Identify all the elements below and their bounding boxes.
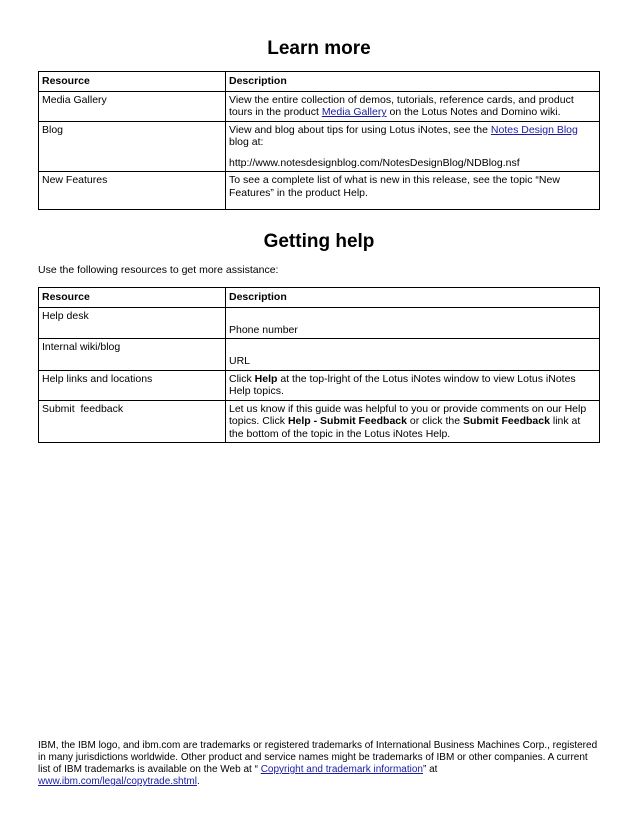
resource-cell: New Features [39, 172, 226, 210]
getting-help-intro: Use the following resources to get more assistance: [38, 264, 279, 276]
resource-header: Resource [39, 288, 226, 308]
description-text: Click [229, 372, 255, 385]
description-cell [226, 307, 600, 339]
resource-cell: Media Gallery [39, 91, 226, 121]
resource-cell: Help desk [39, 307, 226, 339]
description-text: blog at: [229, 136, 264, 148]
submit-feedback-label: Submit Feedback [463, 415, 550, 427]
getting-help-heading: Getting help [263, 231, 375, 252]
table-row [39, 307, 600, 339]
description-cell [226, 339, 600, 371]
resource-header: Resource [39, 72, 226, 92]
media-gallery-link[interactable]: Media Gallery [321, 106, 387, 118]
description-text: Let us know if this guide was helpful to you or provide comments on our Help topics. Click [229, 402, 587, 427]
description-cell [226, 91, 600, 121]
description-text: URL [229, 355, 251, 367]
footer-text: . [196, 776, 200, 787]
description-cell: To see a complete list of what is new in this release, see the topic “New Features” in the product Help. [226, 172, 600, 210]
trademark-footer [38, 740, 600, 788]
description-cell [226, 370, 600, 400]
table-header-row [39, 288, 600, 308]
footer-text: IBM, the IBM logo, and ibm.com are trademarks or registered trademarks of International Business Machines Corp., registered in many jurisdictions worldwide. Other product and service names might be trademarks of IBM or other companies. A current list of IBM trademarks is available on the Web at “ [38, 740, 598, 775]
resource-cell: Help links and locations [39, 370, 226, 400]
table-header-row [39, 72, 600, 92]
description-text: or click the [406, 415, 463, 427]
copytrade-link[interactable]: www.ibm.com/legal/copytrade.shtml [38, 776, 197, 787]
blog-url: http://www.notesdesignblog.com/NotesDesignBlog/NDBlog.nsf [229, 156, 520, 169]
table-row [39, 339, 600, 371]
description-header: Description [226, 72, 600, 92]
learn-more-table [38, 71, 600, 210]
resource-cell: Internal wiki/blog [39, 339, 226, 371]
description-text: at the top-lright of the Lotus iNotes window to view Lotus iNotes Help topics. [229, 372, 576, 397]
copyright-link[interactable]: Copyright and trademark information [260, 764, 423, 775]
footer-text: ” at [423, 764, 438, 775]
help-submit-feedback-label: Help - Submit Feedback [287, 415, 407, 427]
description-text: View the entire collection of demos, tutorials, reference cards, and product tours in the product [229, 93, 574, 118]
help-label: Help [254, 372, 278, 385]
table-row [39, 91, 600, 121]
resource-cell: Submit feedback [39, 400, 226, 443]
table-row [39, 121, 600, 172]
table-row [39, 172, 600, 210]
table-row [39, 370, 600, 400]
notes-design-blog-link[interactable]: Notes Design Blog [490, 123, 578, 136]
description-cell [226, 400, 600, 443]
getting-help-table [38, 287, 600, 443]
learn-more-heading: Learn more [267, 38, 371, 59]
resource-cell: Blog [39, 121, 226, 172]
description-text: on the Lotus Notes and Domino wiki. [386, 106, 561, 118]
description-text: link at the bottom of the topic in the Lotus iNotes Help. [229, 415, 581, 440]
table-row [39, 400, 600, 443]
description-text: Phone number [229, 323, 298, 336]
description-cell [226, 121, 600, 172]
description-header: Description [226, 288, 600, 308]
description-text: View and blog about tips for using Lotus iNotes, see the [229, 123, 491, 136]
